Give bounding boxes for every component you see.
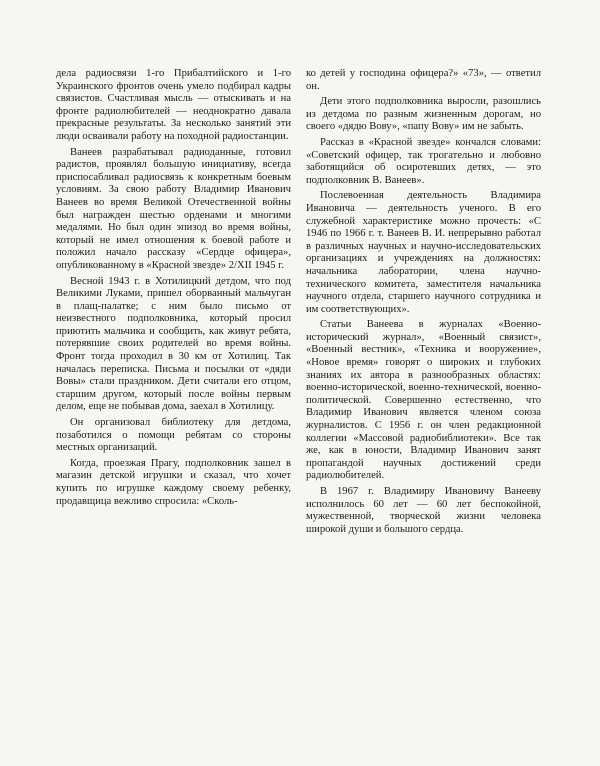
paragraph: Рассказ в «Красной звезде» кончался словами: «Советский офицер, так трогательно и любовно заботящийся об осиротевших детях, — это подполковник В. Ванеев». [306, 136, 541, 186]
paragraph: Ванеев разрабатывал радиоданные, готовил радистов, проявлял большую инициативу, всегда приспосабливал радиосвязь к конкретным боевым условиям. За свою работу Владимир Иванович Ванеев во время Великой Отечественной войны был награжден шестью орденами и многими медалями. Но был один эпизод во время войны, который не имел отношения к боевой работе и положил начало рассказу «Сердце офицера», опубликованному в «Красной звезде» 2/XII 1945 г. [56, 146, 291, 271]
right-text-column [306, 68, 541, 539]
paragraph: ко детей у господина офицера?» «73», — ответил он. [306, 68, 541, 92]
paragraph: Когда, проезжая Прагу, подполковник зашел в магазин детской игрушки и сказал, что хочет купить по игрушке каждому своему ребенку, продавщица вежливо спросила: «Сколь- [56, 457, 291, 507]
paragraph: Он организовал библиотеку для детдома, позаботился о помощи ребятам со стороны местных организаций. [56, 417, 291, 454]
paragraph: Послевоенная деятельность Владимира Ивановича — деятельность ученого. В его служебной характеристике можно прочесть: «С 1946 по 1966 г. т. Ванеев В. И. непрерывно работал в различных научных и научно-исследовательских организациях и учреждениях на должностях: начальника лаборатории, члена научно-технического комитета, заместителя начальника научного отдела, старшего научного сотрудника и им соответствующих». [306, 190, 541, 315]
paragraph: Дети этого подполковника выросли, разошлись из детдома по разным жизненным дорогам, но своего «дядю Вову», «папу Вову» им не забыть. [306, 96, 541, 133]
left-text-column [56, 68, 291, 511]
paragraph: Весной 1943 г. в Хотилицкий детдом, что под Великими Луками, пришел оборванный мальчуган в плащ-палатке; с ним было письмо от неизвестного подполковника, который просил приютить мальчика и сообщить, как живут ребята, потерявшие своих родителей во время войны. Фронт тогда проходил в 30 км от Хотилиц. Так началась переписка. Письма и посылки от «дяди Вовы» стали праздником. Дети считали его отцом, старшим другом, который после войны первым делом, еще не побывав дома, заехал в Хотилицу. [56, 275, 291, 413]
paragraph: Статьи Ванеева в журналах «Военно-исторический журнал», «Военный связист», «Военный вестник», «Техника и вооружение», «Новое время» говорят о широких и глубоких знаниях их автора в разнообразных областях: военно-исторической, военно-технической, военно-политической. Совершенно естественно, что Владимир Иванович является членом союза журналистов. С 1956 г. он член редакционной коллегии «Массовой радиобиблиотеки». Все так же, как в юности, Владимир Иванович занят пропагандой научных достижений среди радиолюбителей. [306, 319, 541, 482]
paragraph: дела радиосвязи 1-го Прибалтийского и 1-го Украинского фронтов очень умело подбирал кадры связистов. Счастливая мысль — отыскивать и на фронте радиолюбителей — неоднократно давала прекрасные результаты. За несколько занятий эти люди осваивали работу на походной радиостанции. [56, 68, 291, 142]
paragraph: В 1967 г. Владимиру Ивановичу Ванееву исполнилось 60 лет — 60 лет беспокойной, мужественной, творческой жизни человека широкой души и большого сердца. [306, 486, 541, 535]
